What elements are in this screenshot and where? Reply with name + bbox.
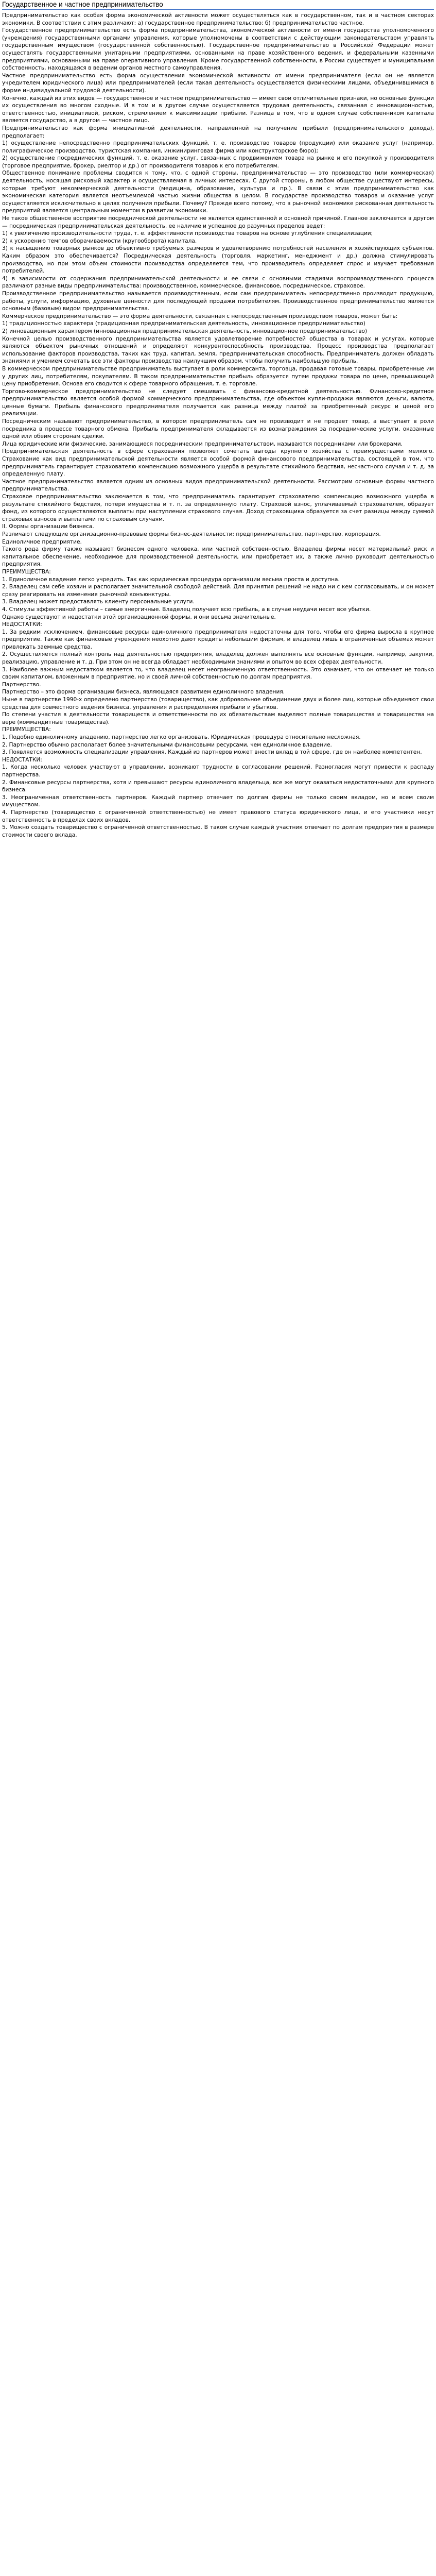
paragraph: Партнерство – это форма организации бизнеса, являющаяся развитием единоличного владения. — [2, 689, 285, 696]
paragraph: Партнерство. — [2, 681, 41, 688]
paragraph: По степени участия в деятельности товариществ и ответственности по их обязательствам выделяют полные товарищества и товарищества на вере (коммандитные товарищества). — [2, 711, 434, 725]
paragraph: Торгово-коммерческое предпринимательство не следует смешивать с финансово-кредитной деятельностью. Финансово-кредитное предпринимательство является особой формой коммерческого предпринимательства, где объектом купли-продажи являются деньги, валюта, ценные бумаги. Прибыль финансового предпринимателя получается как разница между платой за приобретенный ресурс и ценой его реализации. — [2, 388, 434, 417]
paragraph: 4. Стимулы эффективной работы – самые энергичные. Владелец получает всю прибыль, а в случае неудачи несет все убытки. — [2, 606, 371, 613]
paragraph: Лица юридические или физические, занимающиеся посредническим предпринимательством, называются посредниками или брокерами. — [2, 440, 403, 447]
paragraph: Общественное понимание проблемы сводится к тому, что, с одной стороны, предпринимательство — это производство (или коммерческая) деятельность, носящая рисковый характер и осуществляемая в личных интересах. С другой стороны, в любом обществе существуют интересы, которые требуют некоммерческой деятельности (медицина, образование, культура и пр.). В связи с этим предпринимательство как экономическая категория является неотъемлемой частью жизни общества в целом. В государстве производство товаров и оказание услуг осуществляется исключительно в целях получения прибыли. Почему? Прежде всего потому, что в рыночной экономике рискованная деятельность предприятий является центральным моментом в развитии экономики. — [2, 170, 434, 214]
paragraph: Государственное предпринимательство есть форма предпринимательства, экономической активности от имени государства уполномоченного (учреждения) государственными органами управления, которые уполномочены в соответствии с действующим законодательством управлять государственным имуществом (государственной собственностью). Государственное предпринимательство в Российской Федерации может осуществлять государственными унитарными предприятиями, основанными на праве хозяйственного ведения, и федеральными казенными предприятиями, основанными на праве оперативного управления. Кроме государственной собственности, в России существует и муниципальная собственность, находящаяся в ведении органов местного самоуправления. — [2, 27, 434, 72]
paragraph: 2. Партнерство обычно располагает более значительными финансовыми ресурсами, чем единоличное владение. — [2, 741, 332, 748]
page-title: Государственное и частное предпринимательство — [2, 1, 163, 8]
paragraph: II. Формы организации бизнеса. — [2, 523, 94, 530]
paragraph: В коммерческом предпринимательстве предприниматель выступает в роли коммерсанта, торговца, продавая готовые товары, приобретенные им у других лиц, потребителям, покупателям. В таком предпринимательстве прибыль образуется путем продажи товара по цене, превышающей цену приобретения. Основа его сводится к сфере товарного обращения, т. е. торговле. — [2, 365, 434, 387]
paragraph: 3. Неограниченная ответственность партнеров. Каждый партнер отвечает по долгам фирмы не только своим вкладом, но и всем своим имуществом. — [2, 794, 434, 808]
paragraph: Конечно, каждый из этих видов — государственное и частное предпринимательство — имеет свои отличительные признаки, но основные функции их осуществления во многом сходные. И в том и в другом случае осуществляется трудовая деятельность, связанная с инновационностью, ответственностью, инициативой, риском, стремлением к максимизации прибыли. Разница в том, что в одном случае собственником капитала является государство, а в другом — частное лицо. — [2, 95, 434, 124]
paragraph: Предпринимательство как форма инициативной деятельности, направленной на получение прибыли (предпринимательского дохода), предполагает: — [2, 125, 434, 139]
paragraph: 3. Появляется возможность специализации управления. Каждый из партнеров может внести вклад в той сфере, где он наиболее компетентен. — [2, 749, 422, 756]
paragraph: НЕДОСТАТКИ: — [2, 756, 42, 763]
paragraph: 1. Подобно единоличному владению, партнерство легко организовать. Юридическая процедура относительно несложная. — [2, 734, 361, 740]
paragraph: Предпринимательство как особая форма экономической активности может осуществляться как в государственном, так и в частном секторах экономики. В соответствии с этим различают: а) государственное предпринимательство; б) предпринимательство частное. — [2, 12, 434, 26]
paragraph: 2) инновационным характером (инновационная предпринимательская деятельность, инновационное предпринимательство) — [2, 328, 368, 334]
paragraph: ПРЕИМУЩЕСТВА: — [2, 568, 51, 575]
paragraph: 1) традиционностью характера (традиционная предпринимательская деятельность, инновационное предпринимательство) — [2, 320, 365, 327]
paragraph: 2) к ускорению темпов оборачиваемости (кругооборота) капитала. — [2, 238, 197, 244]
title-divider — [2, 9, 434, 10]
document — [0, 0, 436, 839]
paragraph: 3) к насыщению товарных рынков до объективно требуемых размеров и удовлетворению потребностей населения и хозяйствующих субъектов. Каким образом это обеспечивается? Посредническая деятельность (торговля, маркетинг, менеджмент и др.) должна стимулировать производство, но при этом объем стоимости производства определяется тем, что производитель определяет спрос и изучает требования потребителей. — [2, 245, 434, 275]
paragraph: 1. За редким исключением, финансовые ресурсы единоличного предпринимателя недостаточны для того, чтобы его фирма выросла в крупное предприятие. Также как финансовые учреждения неохотно дают кредиты небольшим фирмам, и владелец лишь в ограниченных объемах может привлекать заемные средства. — [2, 629, 434, 650]
paragraph: 4. Партнерство (товарищество с ограниченной ответственностью) не имеет правового статуса юридического лица, и его участники несут ответственность в пределах своих вкладов. — [2, 809, 434, 823]
paragraph: 2. Финансовые ресурсы партнерства, хотя и превышают ресурсы единоличного владельца, все же могут оказаться недостаточными для крупного бизнеса. — [2, 779, 434, 793]
paragraph: Предпринимательская деятельность в сфере страхования позволяет сочетать выгоды крупного хозяйства с преимуществами мелкого. Страхование как вид предпринимательской деятельности является особой формой финансового предпринимательства, состоящей в том, что предприниматель гарантирует страхователю компенсацию возможного ущерба в результате стихийного бедствия, несчастного случая и т. д. за определенную плату. — [2, 448, 434, 478]
paragraph: Посредническим называют предпринимательство, в котором предприниматель сам не производит и не продает товар, а выступает в роли посредника в процессе товарного обмена. Прибыль предпринимателя складывается из вознаграждения за посреднические услуги, оказанные одной или обеим сторонам сделки. — [2, 418, 434, 440]
paragraph: Коммерческое предпринимательство — это форма деятельности, связанная с непосредственным производством товаров, может быть: — [2, 313, 398, 319]
paragraph: 3. Наиболее важным недостатком является то, что владелец несет неограниченную ответственность. Это означает, что он отвечает не только своим капиталом, вложенным в предприятие, но и своей личной собственностью по долгам предприятия. — [2, 666, 434, 681]
paragraph: 3. Владелец может предоставлять клиенту персональные услуги. — [2, 599, 195, 605]
paragraph: Ныне в партнерстве 1990-х определено партнерство (товарищество), как добровольное объединение двух и более лиц, которые объединяют свои средства для совместного ведения бизнеса, управления и распределения прибыли и убытков. — [2, 697, 434, 710]
paragraph: Не такое общественное восприятие посреднической деятельности не является единственной и основной причиной. Главное заключается в другом — посредническая предпринимательская деятельность, ее наличие и успешное до разумных пределов ведет: — [2, 215, 434, 229]
paragraph: 5. Можно создать товарищество с ограниченной ответственностью. В таком случае каждый участник отвечает по долгам предприятия в размере стоимости своего вклада. — [2, 824, 434, 838]
paragraph: НЕДОСТАТКИ: — [2, 621, 42, 628]
paragraph: Однако существуют и недостатки этой организационной формы, и они весьма значительные. — [2, 614, 276, 620]
paragraph: 2) осуществление посреднических функций, т. е. оказание услуг, связанных с продвижением товара на рынке и его покупкой у производителя (торговое предприятие, брокер, риелтор и др.) от производителя товаров к его потребителям. — [2, 155, 434, 169]
paragraph: 2. Владелец сам себе хозяин и располагает значительной свободой действий. Для принятия решений не надо ни с кем согласовывать, и он может сразу реагировать на изменения рыночной конъюнктуры. — [2, 584, 434, 598]
paragraph: ПРЕИМУЩЕСТВА: — [2, 726, 51, 733]
paragraph: 1) к увеличению производительности труда, т. е. эффективности производства товаров на основе углубления специализации; — [2, 230, 373, 237]
paragraph: Частное предпринимательство является одним из основных видов предпринимательской деятельности. Рассмотрим основные формы частного предпринимательства. — [2, 478, 434, 493]
paragraph: Производственное предпринимательство называется производственным, если сам предприниматель непосредственно производит продукцию, работы, услуги, информацию, духовные ценности для последующей продажи потребителям. Производственное предпринимательство является основным (базовым) видом предпринимательства. — [2, 290, 434, 312]
paragraph: 2. Осуществляется полный контроль над деятельностью предприятия, владелец должен выполнять все основные функции, например, закупки, реализацию, управление и т. д. При этом он не всегда обладает необходимыми знаниями и опытом во всех сферах деятельности. — [2, 651, 434, 666]
paragraph: Частное предпринимательство есть форма осуществления экономической активности от имени предпринимателя (если он не является учредителем юридического лица) или предпринимателей (если такая деятельность осуществляется физическими лицами, объединившимися в форме индивидуальной трудовой деятельности). — [2, 72, 434, 94]
paragraph: Различают следующие организационно-правовые формы бизнес-деятельности: предпринимательство, партнерство, корпорация. — [2, 531, 381, 537]
paragraph: Такого рода фирму также называют бизнесом одного человека, или частной собственностью. Владелец фирмы несет материальный риск и капитальное обеспечение, необходимое для производственной деятельности, или приобретает их, а также лично руководит деятельностью предприятия. — [2, 546, 434, 568]
paragraph: 1) осуществление непосредственно предпринимательских функций, т. е. производство товаров (продукции) или оказание услуг (например, полиграфическое производство, туристская компания, инжиниринговая фирма или конструкторское бюро); — [2, 140, 434, 154]
paragraph: 1. Когда несколько человек участвуют в управлении, возникают трудности в согласовании решений. Разногласия могут привести к распаду партнерства. — [2, 764, 434, 778]
paragraph: 1. Единоличное владение легко учредить. Так как юридическая процедура организации весьма проста и доступна. — [2, 576, 340, 583]
paragraph: Единоличное предприятие. — [2, 538, 82, 545]
paragraph: Конечной целью производственного предпринимательства является удовлетворение потребностей общества в товарах и услугах, которые являются объектом рыночных отношений и определяют конкурентоспособность производства. Процесс производства предполагает использование факторов производства, таких как труд, капитал, земля, предпринимательская способность. Предприниматель должен обладать знаниями и умением сочетать все эти факторы производства наилучшим образом, чтобы получить наибольшую прибыль. — [2, 335, 434, 365]
article-body — [2, 12, 434, 839]
paragraph: Страховое предпринимательство заключается в том, что предприниматель гарантирует страхователю компенсацию возможного ущерба в результате стихийного бедствия, потери имущества и т. п. за определенную плату. Страховой взнос, уплачиваемый страхователем, образует фонд, из которого осуществляются выплаты при наступлении страхового случая. Доход страховщика образуется за счет разницы между суммой страховых взносов и выплатами по страховым случаям. — [2, 494, 434, 522]
paragraph: 4) в зависимости от содержания предпринимательской деятельности и ее связи с основными стадиями воспроизводственного процесса различают разные виды предпринимательства: производственное, коммерческое, финансовое, посредническое, страховое. — [2, 275, 434, 290]
